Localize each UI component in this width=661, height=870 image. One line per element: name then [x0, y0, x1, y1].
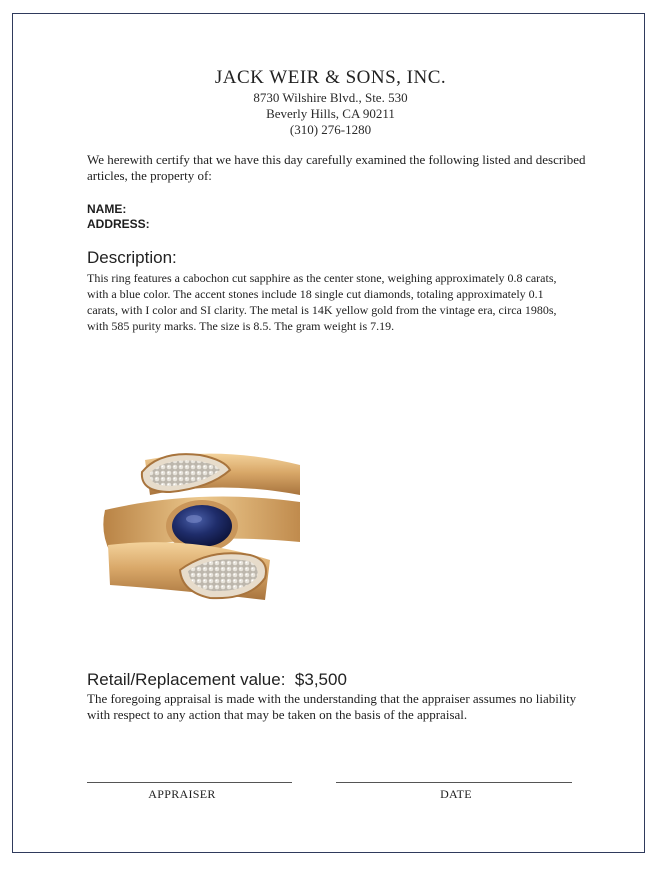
certification-intro: We herewith certify that we have this day carefully examined the following listed and described articles, the property of:: [87, 152, 586, 183]
address-line-2: Beverly Hills, CA 90211: [266, 106, 395, 121]
value-line: [87, 670, 347, 690]
value-amount: $3,500: [294, 670, 347, 689]
company-name: JACK WEIR & SONS, INC.: [214, 67, 447, 88]
appraiser-signature-line: [87, 782, 292, 783]
date-signature-line: [336, 782, 572, 783]
date-label: DATE: [440, 787, 472, 801]
disclaimer-text: The foregoing appraisal is made with the understanding that the appraiser assumes no liability with respect to any action that may be taken on the basis of the appraisal.: [87, 691, 577, 722]
page-border: [12, 13, 645, 853]
phone-number: (310) 276-1280: [289, 122, 372, 137]
address-label: ADDRESS:: [87, 217, 150, 231]
description-text: This ring features a cabochon cut sapphire as the center stone, weighing approximately 0.8 carats, with a blue color. The accent stones include 18 single cut diamonds, totaling approximately 0.1 carats, with I color and SI clarity. The metal is 14K yellow gold from the vintage era, circa 1980s, with 585 purity marks. The size is 8.5. The gram weight is 7.19.: [87, 271, 557, 333]
appraiser-label: APPRAISER: [148, 787, 216, 801]
name-label: NAME:: [87, 202, 127, 216]
value-label: Retail/Replacement value:: [87, 670, 286, 689]
address-line-1: 8730 Wilshire Blvd., Ste. 530: [253, 90, 408, 105]
letterhead: [0, 66, 661, 138]
description-heading: Description:: [87, 248, 177, 267]
ring-photo: [100, 440, 310, 610]
